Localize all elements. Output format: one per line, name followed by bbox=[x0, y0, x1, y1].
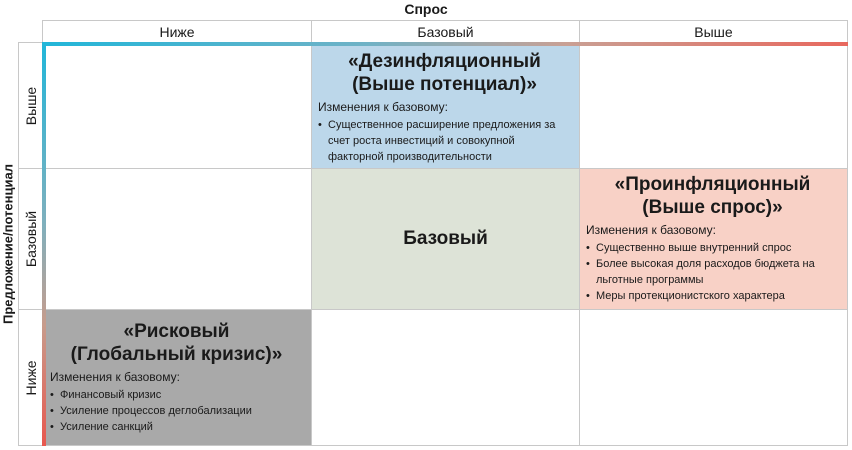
row-header-higher bbox=[18, 42, 42, 169]
col-header-higher: Выше bbox=[580, 20, 848, 42]
base-title: Базовый bbox=[403, 228, 488, 249]
risk-title-2: (Глобальный кризис)» bbox=[70, 344, 283, 365]
proinflation-changes-label: Изменения к базовому: bbox=[586, 223, 716, 237]
scenario-proinflation bbox=[580, 169, 848, 310]
proinflation-bullet: • Меры протекционистского характера bbox=[586, 288, 826, 304]
supply-gradient-axis bbox=[42, 42, 46, 446]
cell-lower-base bbox=[312, 310, 580, 446]
risk-bullet: • Финансовый кризис bbox=[50, 387, 303, 403]
proinflation-title-1: «Проинфляционный bbox=[614, 174, 811, 195]
cell-lower-higher bbox=[580, 310, 848, 446]
demand-gradient-axis bbox=[42, 42, 848, 46]
scenario-disinflation bbox=[312, 46, 580, 169]
risk-title-1: «Рисковый bbox=[123, 321, 230, 342]
disinflation-bullet: • Существенное расширение предложения за счет роста инвестиций и совокупной факторной производительности bbox=[318, 117, 563, 165]
cell-base-lower bbox=[46, 169, 312, 310]
disinflation-title-2: (Выше потенциал)» bbox=[352, 74, 537, 95]
row-header-lower bbox=[18, 310, 42, 446]
demand-axis-title: Спрос bbox=[404, 1, 448, 17]
scenario-base bbox=[312, 169, 580, 310]
col-header-base: Базовый bbox=[312, 20, 580, 42]
disinflation-title-1: «Дезинфляционный bbox=[348, 51, 541, 72]
col-header-lower: Ниже bbox=[42, 20, 312, 42]
proinflation-bullet: • Более высокая доля расходов бюджета на льготные программы bbox=[586, 256, 826, 288]
supply-axis-title: Предложение/потенциал bbox=[0, 164, 16, 324]
cell-higher-higher bbox=[580, 46, 848, 169]
cell-higher-lower bbox=[46, 46, 312, 169]
proinflation-title-2: (Выше спрос)» bbox=[642, 197, 783, 218]
risk-bullet: • Усиление санкций bbox=[50, 419, 303, 435]
disinflation-bullets bbox=[318, 117, 563, 165]
row-header-lower-label: Ниже bbox=[22, 359, 39, 396]
proinflation-bullet: • Существенно выше внутренний спрос bbox=[586, 240, 826, 256]
risk-changes-label: Изменения к базовому: bbox=[50, 370, 180, 384]
supply-axis-title-wrap bbox=[0, 44, 16, 444]
row-header-base bbox=[18, 169, 42, 310]
risk-bullets bbox=[50, 387, 303, 435]
row-header-base-label: Базовый bbox=[22, 210, 39, 268]
risk-bullet: • Усиление процессов деглобализации bbox=[50, 403, 303, 419]
row-header-higher-label: Выше bbox=[22, 86, 39, 125]
proinflation-bullets bbox=[586, 240, 826, 304]
disinflation-changes-label: Изменения к базовому: bbox=[318, 100, 448, 114]
scenario-risk bbox=[46, 310, 312, 446]
